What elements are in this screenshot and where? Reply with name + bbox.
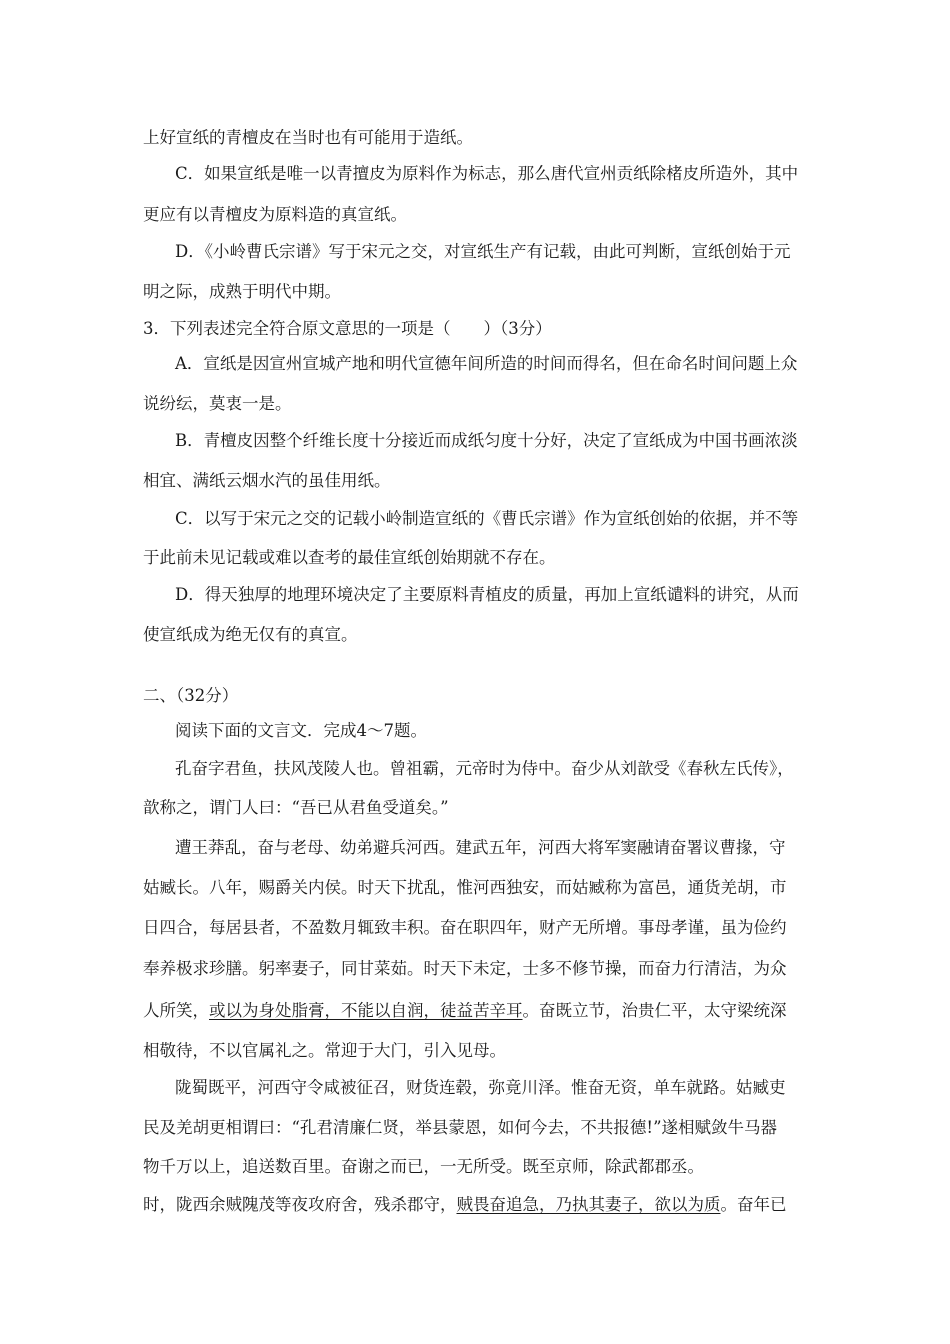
passage-p2-line2: 姑臧长。八年，赐爵关内侯。时天下扰乱，惟河西独安，而姑臧称为富邑，通货羌胡，市 (143, 878, 787, 897)
underlined-sentence-1: 或以为身处脂膏，不能以自润，徒益苦辛耳 (209, 1001, 523, 1020)
q3-option-c-line1: C．以写于宋元之交的记载小岭制造宣纸的《曹氏宗谱》作为宣纸创始的依据，并不等 (175, 509, 799, 528)
q3-option-d-line2: 使宣纸成为绝无仅有的真宣。 (143, 625, 358, 644)
q3-option-a-line1: A．宣纸是因宣州宣城产地和明代宣德年间所造的时间而得名，但在命名时间问题上众 (175, 354, 798, 373)
passage-p2-line4: 奉养极求珍膳。躬率妻子，同甘菜茹。时天下未定，士多不修节操，而奋力行清洁，为众 (143, 959, 787, 978)
q3-option-b-line1: B．青檀皮因整个纤维长度十分接近而成纸匀度十分好，决定了宣纸成为中国书画浓淡 (175, 431, 798, 450)
passage-p2-line3: 日四合，每居县者，不盈数月辄致丰积。奋在职四年，财产无所增。事母孝谨，虽为俭约 (143, 918, 787, 937)
passage-p1-line2: 歆称之，谓门人曰：“吾已从君鱼受道矣。” (143, 798, 449, 817)
passage-text: 。奋既立节，治贵仁平，太守梁统深 (522, 1001, 787, 1020)
passage-p2-line6: 相敬待，不以官属礼之。常迎于大门，引入见母。 (143, 1041, 506, 1060)
section-2-instruction: 阅读下面的文言文．完成4～7题。 (175, 721, 427, 740)
passage-p4-line1 (143, 1194, 787, 1216)
passage-text: 。奋年已 (720, 1195, 787, 1214)
passage-text: 人所笑， (143, 1001, 209, 1020)
passage-p3-line1: 陇蜀既平，河西守令咸被征召，财货连毂，弥竟川泽。惟奋无资，单车就路。姑臧吏 (175, 1078, 786, 1097)
passage-p2-line5 (143, 1000, 787, 1022)
passage-text: 时，陇西余贼隗茂等夜攻府舍，残杀郡守， (143, 1195, 457, 1214)
question-3-stem: 3．下列表述完全符合原文意思的一项是（ ）（3分） (143, 319, 552, 338)
passage-p1-line1: 孔奋字君鱼，扶风茂陵人也。曾祖霸，元帝时为侍中。奋少从刘歆受《春秋左氏传》， (175, 759, 794, 778)
q2-option-d-line1: D．《小岭曹氏宗谱》写于宋元之交，对宣纸生产有记载，由此可判断，宣纸创始于元 (175, 242, 791, 261)
section-2-heading: 二、（32分） (143, 686, 239, 705)
q3-option-c-line2: 于此前未见记载或难以查考的最佳宣纸创始期就不存在。 (143, 548, 556, 567)
passage-p3-line2: 民及羌胡更相谓曰：“孔君清廉仁贤，举县蒙恩，如何今去，不共报德!”遂相赋敛牛马器 (143, 1118, 778, 1137)
q3-option-d-line1: D．得天独厚的地理环境决定了主要原料青植皮的质量，再加上宣纸谴料的讲究，从而 (175, 585, 799, 604)
q2-option-c-line2: 更应有以青檀皮为原料造的真宣纸。 (143, 205, 407, 224)
q3-option-a-line2: 说纷纭，莫衷一是。 (143, 394, 292, 413)
q2-option-c-line1: C．如果宣纸是唯一以青擅皮为原料作为标志，那么唐代宣州贡纸除楮皮所造外，其中 (175, 164, 799, 183)
q3-option-b-line2: 相宜、满纸云烟水汽的虽佳用纸。 (143, 471, 391, 490)
passage-p2-line1: 遭王莽乱，奋与老母、幼弟避兵河西。建武五年，河西大将军窦融请奋署议曹掾，守 (175, 838, 786, 857)
underlined-sentence-2: 贼畏奋追急，乃执其妻子，欲以为质 (456, 1195, 721, 1214)
q2-option-b-tail: 上好宣纸的青檀皮在当时也有可能用于造纸。 (143, 128, 473, 147)
passage-p3-line3: 物千万以上，追送数百里。奋谢之而已，一无所受。既至京师，除武都郡丞。 (143, 1157, 704, 1176)
q2-option-d-line2: 明之际，成熟于明代中期。 (143, 282, 341, 301)
